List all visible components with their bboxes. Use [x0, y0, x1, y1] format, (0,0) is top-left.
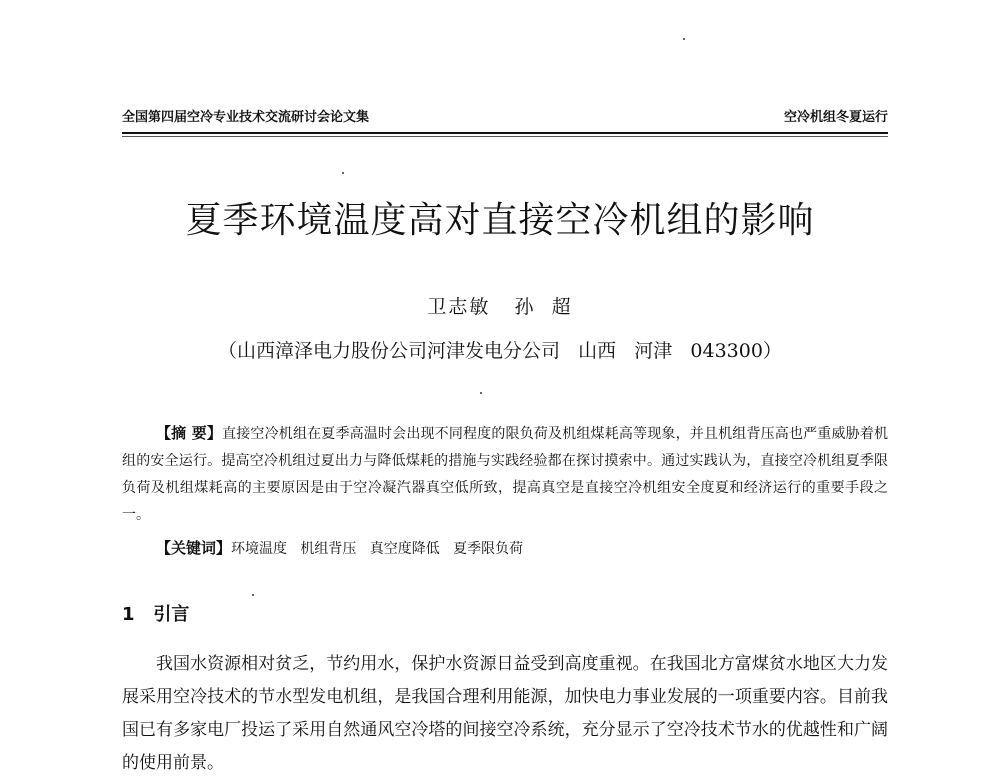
- header-section-title: 空冷机组冬夏运行: [783, 110, 888, 125]
- affiliation-line: （山西漳泽电力股份公司河津发电分公司 山西 河津 043300）: [218, 340, 782, 362]
- abstract-text: 直接空冷机组在夏季高温时会出现不同程度的限负荷及机组煤耗高等现象，并且机组背压高也严重威胁着机组的安全运行。提高空冷机组过夏出力与降低煤耗的措施与实践经验都在探讨摸索中。通过实践认为，直接空冷机组夏季限负荷及机组煤耗高的主要原因是由于空冷凝汽器真空低所致，提高真空是直接空冷机组安全度夏和经济运行的重要手段之一。: [122, 426, 888, 523]
- keywords: [156, 537, 888, 558]
- keywords-label: 【关键词】: [156, 539, 232, 557]
- scan-speck: [342, 172, 344, 174]
- introduction-paragraph: [122, 648, 888, 780]
- introduction-paragraph-text: 我国水资源相对贫乏，节约用水，保护水资源日益受到高度重视。在我国北方富煤贫水地区大力发展采用空冷技术的节水型发电机组，是我国合理利用能源，加快电力事业发展的一项重要内容。目前我国已有多家电厂投运了采用自然通风空冷塔的间接空冷系统，充分显示了空冷技术节水的优越性和广阔的使用前景。: [122, 654, 888, 773]
- scan-speck: [480, 392, 482, 394]
- header-proceedings-title: 全国第四届空冷专业技术交流研讨会论文集: [122, 110, 370, 125]
- running-header: [122, 106, 888, 128]
- author-line: 卫志敏 孙 超: [427, 296, 573, 318]
- section-heading-introduction: 1 引言: [122, 604, 190, 625]
- abstract-label: 【摘 要】: [156, 424, 223, 442]
- header-rule-thin: [122, 136, 888, 137]
- keywords-text: 环境温度 机组背压 真空度降低 夏季限负荷: [231, 541, 524, 557]
- paper-title: 夏季环境温度高对直接空冷机组的影响: [185, 200, 815, 241]
- scan-speck: [252, 594, 254, 596]
- abstract-indent: [122, 426, 156, 442]
- scan-speck: [683, 38, 685, 40]
- paragraph-indent: [122, 654, 156, 674]
- header-rule: [122, 132, 888, 134]
- abstract: [122, 420, 888, 529]
